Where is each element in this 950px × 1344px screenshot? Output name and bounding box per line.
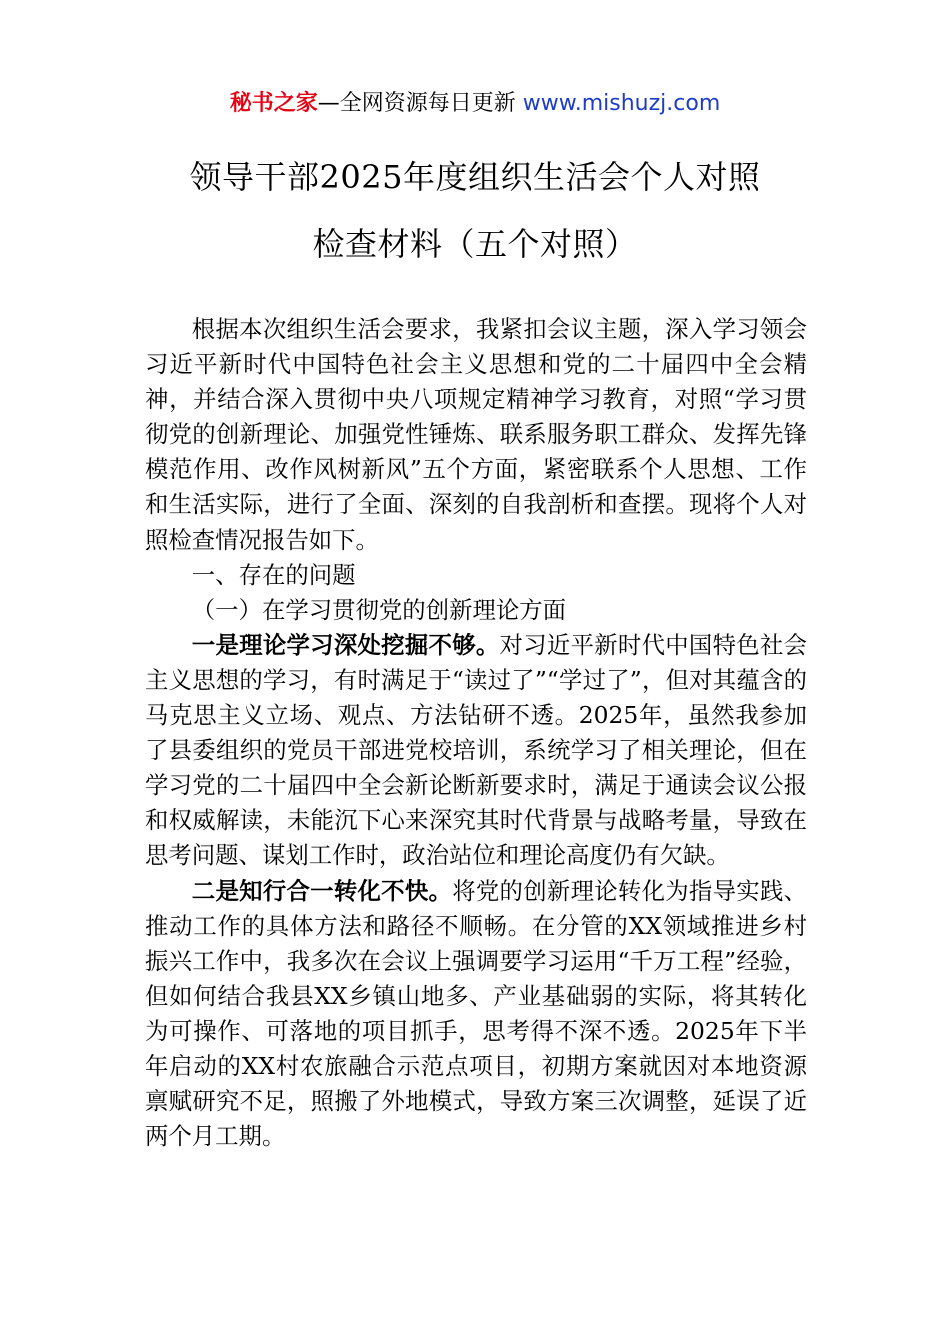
point-2-lead: 二是知行合一转化不快。 xyxy=(191,876,453,905)
paragraph-point-2 xyxy=(145,874,807,1155)
document-title-line-1: 领导干部2025年度组织生活会个人对照 xyxy=(189,158,761,196)
point-2-text: 将党的创新理论转化为指导实践、推动工作的具体方法和路径不顺畅。在分管的XX领域推进乡村振兴工作中，我多次在会议上强调要学习运用“千万工程”经验，但如何结合我县XX乡镇山地多、产业基础弱的实际，将其转化为可操作、可落地的项目抓手，思考得不深不透。2025年下半年启动的XX村农旅融合示范点项目，初期方案就因对本地资源禀赋研究不足，照搬了外地模式，导致方案三次调整，延误了近两个月工期。 xyxy=(145,876,808,1151)
intro-paragraph: 根据本次组织生活会要求，我紧扣会议主题，深入学习领会习近平新时代中国特色社会主义思想和党的二十届四中全会精神，并结合深入贯彻中央八项规定精神学习教育，对照“学习贯彻党的创新理论、加强党性锤炼、联系服务职工群众、发挥先锋模范作用、改作风树新风”五个方面，紧密联系个人思想、工作和生活实际，进行了全面、深刻的自我剖析和查摆。现将个人对照检查情况报告如下。 xyxy=(145,315,807,554)
paragraph-point-1 xyxy=(145,628,807,874)
subsection-heading: （一）在学习贯彻党的创新理论方面 xyxy=(191,595,567,624)
site-url-link[interactable]: www.mishuzj.com xyxy=(522,91,721,116)
document-title-line-2: 检查材料（五个对照） xyxy=(312,225,638,263)
point-1-lead: 一是理论学习深处挖掘不够。 xyxy=(191,630,500,659)
document-body xyxy=(145,312,807,1154)
section-heading: 一、存在的问题 xyxy=(191,560,356,589)
header-tagline: —全网资源每日更新 xyxy=(317,91,523,116)
point-1-text: 对习近平新时代中国特色社会主义思想的学习，有时满足于“读过了”“学过了”，但对其蕴含的马克思主义立场、观点、方法钻研不透。2025年，虽然我参加了县委组织的党员干部进党校培训，系统学习了相关理论，但在学习党的二十届四中全会新论断新要求时，满足于通读会议公报和权威解读，未能沉下心来深究其时代背景与战略考量，导致在思考问题、谋划工作时，政治站位和理论高度仍有欠缺。 xyxy=(145,630,808,870)
site-header xyxy=(0,88,950,120)
brand-name: 秘书之家 xyxy=(229,91,318,116)
